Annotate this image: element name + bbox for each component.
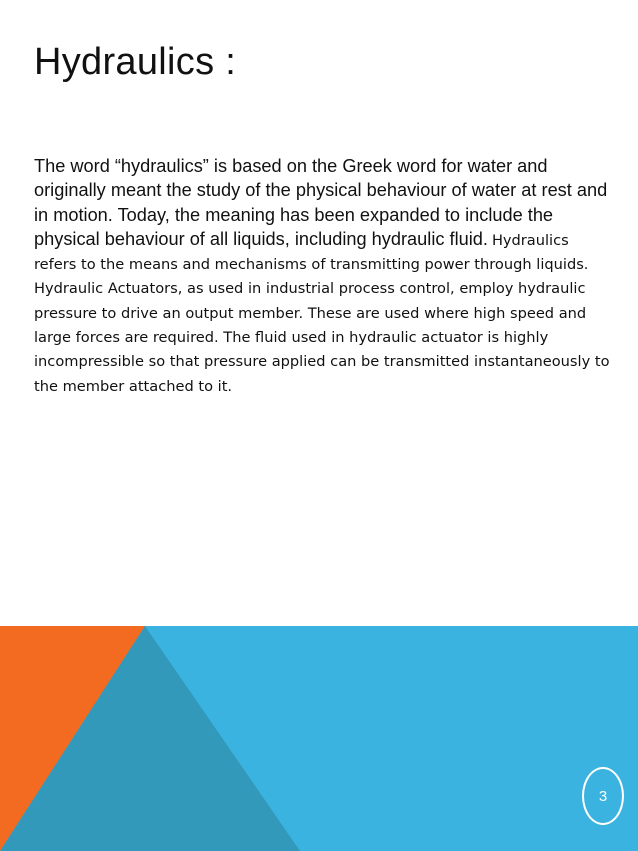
body-lead-text: The word “hydraulics” is based on the Greek word for water and originally meant the study of the physical behaviour of water at rest and in motion. Today, the meaning has been expanded to include the physical behaviour of all liquids, including hydraulic fluid.: [34, 156, 608, 249]
footer-decoration: [0, 626, 638, 851]
slide-title: Hydraulics :: [34, 41, 237, 83]
page-number: 3: [598, 787, 608, 805]
slide-body: [34, 154, 614, 399]
body-paragraph: [34, 154, 614, 399]
body-rest-text: Hydraulics refers to the means and mechanisms of transmitting power through liquids. Hydraulic Actuators, as used in industrial process control, employ hydraulic pressure to drive an output member. These are used where high speed and large forces are required. The fluid used in hydraulic actuator is highly incompressible so that pressure applied can be transmitted instantaneously to the member attached to it.: [34, 231, 610, 395]
page-number-badge: [582, 767, 624, 825]
